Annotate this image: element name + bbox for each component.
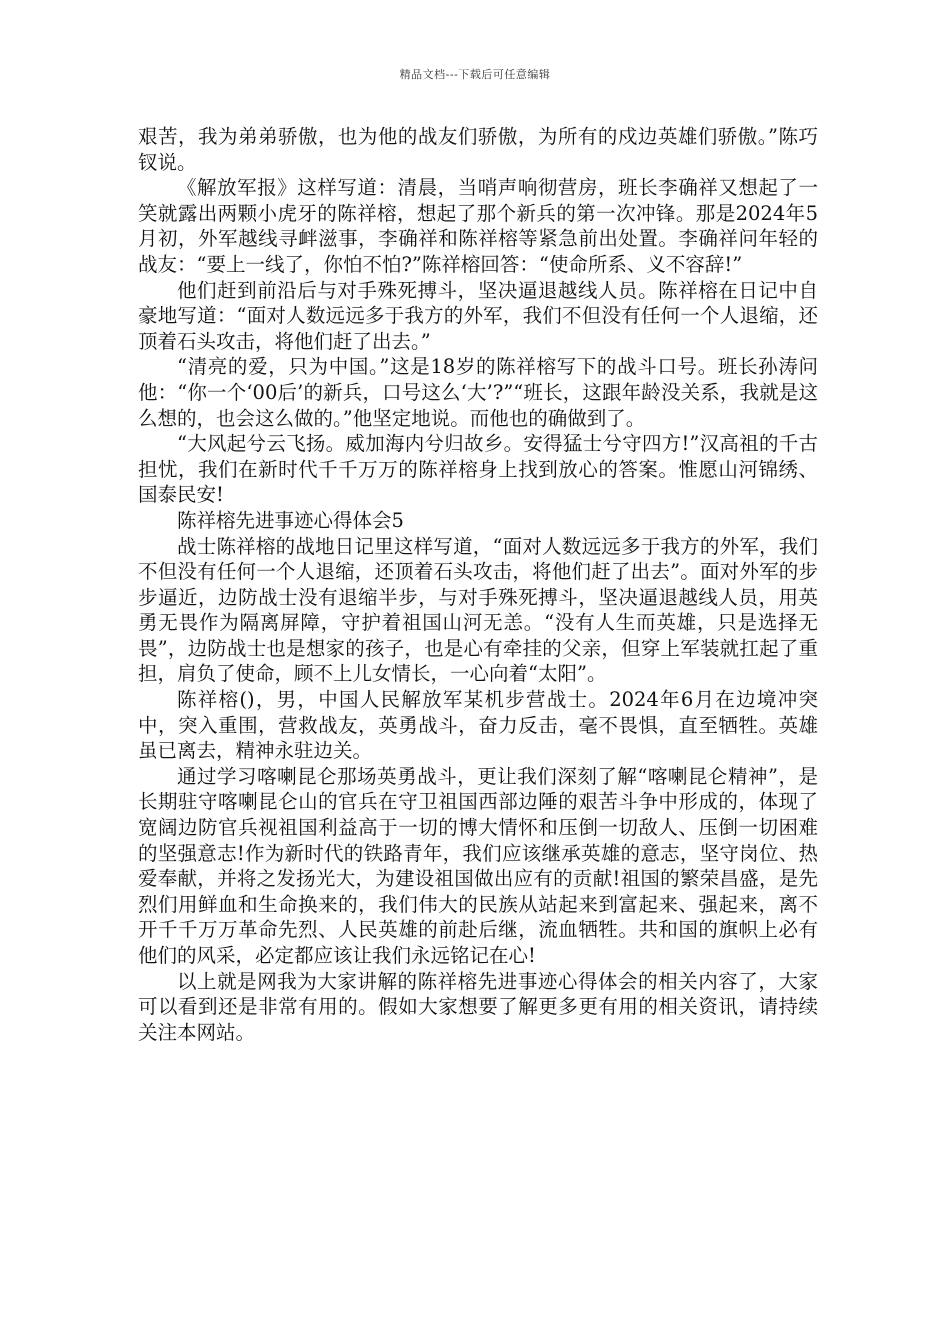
paragraph: 通过学习喀喇昆仑那场英勇战斗，更让我们深刻了解“喀喇昆仑精神”，是长期驻守喀喇昆仑山的官兵在守卫祖国西部边陲的艰苦斗争中形成的，体现了宽阔边防官兵视祖国利益高于一切的博大情怀和压倒一切敌人、压倒一切困难的坚强意志!作为新时代的铁路青年，我们应该继承英雄的意志，坚守岗位、热爱奉献，并将之发扬光大，为建设祖国做出应有的贡献!祖国的繁荣昌盛，是先烈们用鲜血和生命换来的，我们伟大的民族从站起来到富起来、强起来，离不开千千万万革命先烈、人民英雄的前赴后继，流血牺牲。共和国的旗帜上必有他们的风采，必定都应该让我们永远铭记在心!	[138, 764, 818, 967]
paragraph: “清亮的爱，只为中国。”这是18岁的陈祥榕写下的战斗口号。班长孙涛问他：“你一个‘00后’的新兵，口号这么‘大’?”“班长，这跟年龄没关系，我就是这么想的，也会这么做的。”他坚定地说。而他也的确做到了。	[138, 355, 818, 430]
paragraph: 《解放军报》这样写道：清晨，当哨声响彻营房，班长李确祥又想起了一笑就露出两颗小虎牙的陈祥榕，想起了那个新兵的第一次冲锋。那是2024年5月初，外军越线寻衅滋事，李确祥和陈祥榕等紧急前出处置。李确祥问年轻的战友：“要上一线了，你怕不怕?”陈祥榕回答：“使命所系、义不容辞!”	[138, 176, 818, 276]
paragraph: 艰苦，我为弟弟骄傲，也为他的战友们骄傲，为所有的戍边英雄们骄傲。”陈巧钗说。	[138, 125, 818, 174]
paragraph: 战士陈祥榕的战地日记里这样写道，“面对人数远远多于我方的外军，我们不但没有任何一个人退缩，还顶着石头攻击，将他们赶了出去”。面对外军的步步逼近，边防战士没有退缩半步，与对手殊死搏斗，坚决逼退越线人员，用英勇无畏作为隔离屏障，守护着祖国山河无恙。“没有人生而英雄，只是选择无畏”，边防战士也是想家的孩子，也是心有牵挂的父亲，但穿上军装就扛起了重担，肩负了使命，顾不上儿女情长，一心向着“太阳”。	[138, 534, 818, 686]
document-body	[138, 124, 818, 1045]
paragraph: 陈祥榕()，男，中国人民解放军某机步营战士。2024年6月在边境冲突中，突入重围，营救战友，英勇战斗，奋力反击，毫不畏惧，直至牺牲。英雄虽已离去，精神永驻边关。	[138, 688, 818, 763]
section-heading: 陈祥榕先进事迹心得体会5	[177, 508, 404, 532]
paragraph: 以上就是网我为大家讲解的陈祥榕先进事迹心得体会的相关内容了，大家可以看到还是非常有用的。假如大家想要了解更多更有用的相关资讯，请持续关注本网站。	[138, 969, 818, 1044]
paragraph: “大风起兮云飞扬。威加海内兮归故乡。安得猛士兮守四方!”汉高祖的千古担忧，我们在新时代千千万万的陈祥榕身上找到放心的答案。惟愿山河锦绣、国泰民安!	[138, 432, 818, 507]
paragraph: 他们赶到前沿后与对手殊死搏斗，坚决逼退越线人员。陈祥榕在日记中自豪地写道：“面对人数远远多于我方的外军，我们不但没有任何一个人退缩，还顶着石头攻击，将他们赶了出去。”	[138, 278, 818, 353]
page-header: 精品文档---下载后可任意编辑	[399, 68, 551, 81]
